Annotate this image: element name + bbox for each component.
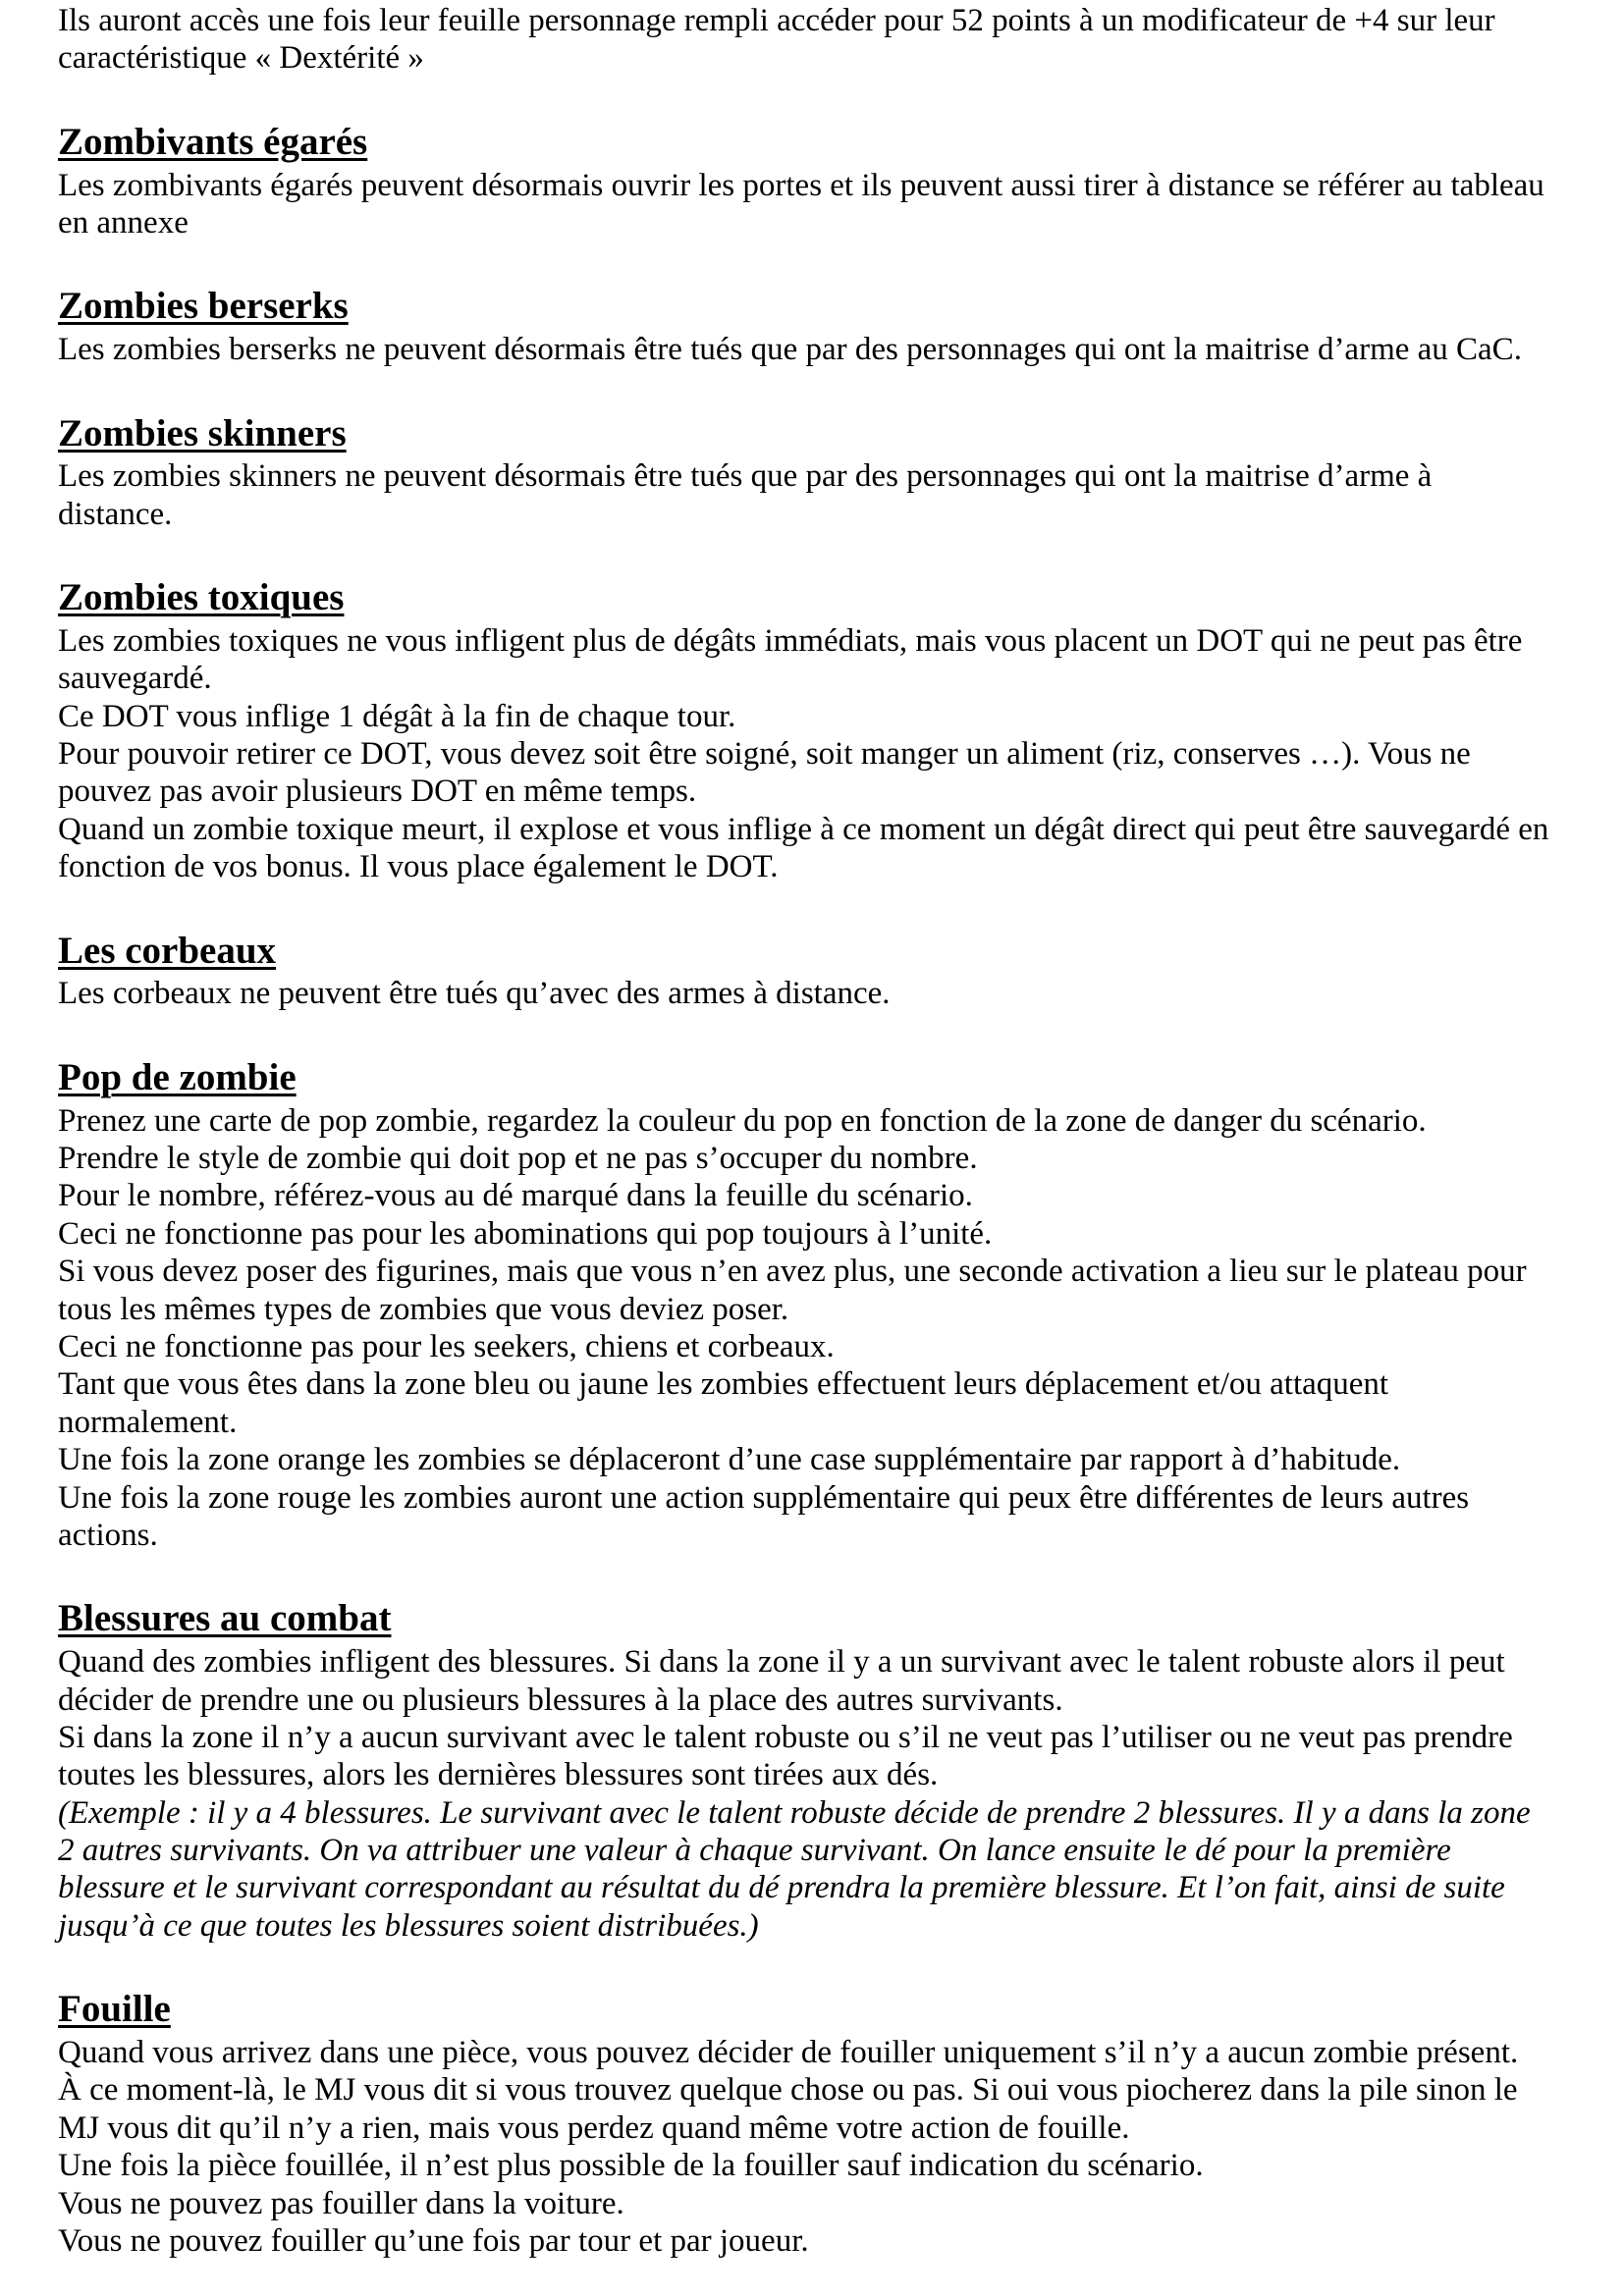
- body-line: Une fois la zone orange les zombies se déplaceront d’une case supplémentaire par rapport à d’habitude.: [58, 1442, 1401, 1478]
- body-line: Une fois la pièce fouillée, il n’est plus possible de la fouiller sauf indication du scénario.: [58, 2148, 1204, 2184]
- section: [58, 283, 1609, 368]
- section-heading-text: Zombivants égarés: [58, 120, 368, 163]
- body-line: décider de prendre une ou plusieurs blessures à la place des autres survivants.: [58, 1682, 1063, 1718]
- body-line: Ceci ne fonctionne pas pour les abominations qui pop toujours à l’unité.: [58, 1215, 993, 1252]
- body-line: sauvegardé.: [58, 661, 212, 697]
- section-heading: [58, 1595, 1609, 1643]
- body-line: Prendre le style de zombie qui doit pop et ne pas s’occuper du nombre.: [58, 1141, 978, 1177]
- body-line: Pour le nombre, référez-vous au dé marqué dans la feuille du scénario.: [58, 1178, 973, 1214]
- section-heading: [58, 119, 1609, 167]
- section: [58, 1595, 1609, 1945]
- body-line: distance.: [58, 496, 173, 532]
- body-line: Tant que vous êtes dans la zone bleu ou jaune les zombies effectuent leurs déplacement et/ou attaquent: [58, 1366, 1389, 1403]
- body-line: Les zombies toxiques ne vous infligent plus de dégâts immédiats, mais vous placent un DOT qui ne peut pas être: [58, 622, 1523, 659]
- section-heading: [58, 928, 1609, 976]
- example-line: jusqu’à ce que toutes les blessures soient distribuées.): [58, 1907, 759, 1944]
- body-line: Les zombivants égarés peuvent désormais ouvrir les portes et ils peuvent aussi tirer à distance se référer au tableau: [58, 167, 1544, 203]
- body-line: Pour pouvoir retirer ce DOT, vous devez soit être soigné, soit manger un aliment (riz, conserves …). Vous ne: [58, 736, 1471, 773]
- section-heading: [58, 410, 1609, 458]
- body-line: Si dans la zone il n’y a aucun survivant avec le talent robuste ou s’il ne veut pas l’utiliser ou ne veut pas prendre: [58, 1719, 1513, 1755]
- section-heading: [58, 283, 1609, 331]
- section-heading-text: Zombies skinners: [58, 411, 347, 454]
- section: [58, 1054, 1609, 1554]
- body-line: Ceci ne fonctionne pas pour les seekers, chiens et corbeaux.: [58, 1328, 835, 1364]
- body-line: Les corbeaux ne peuvent être tués qu’avec des armes à distance.: [58, 976, 891, 1012]
- section: [58, 574, 1609, 886]
- body-line: À ce moment-là, le MJ vous dit si vous trouvez quelque chose ou pas. Si oui vous piocherez dans la pile sinon le: [58, 2072, 1518, 2109]
- body-line: Vous ne pouvez fouiller qu’une fois par tour et par joueur.: [58, 2223, 809, 2259]
- section-heading-text: Zombies toxiques: [58, 576, 345, 619]
- intro-paragraph: [58, 2, 1609, 78]
- intro-line: Ils auront accès une fois leur feuille personnage rempli accéder pour 52 points à un modificateur de +4 sur leur: [58, 3, 1495, 38]
- body-line: fonction de vos bonus. Il vous place également le DOT.: [58, 849, 779, 885]
- section-heading: [58, 1986, 1609, 2034]
- section-heading-text: Fouille: [58, 1988, 171, 2031]
- section-heading-text: Zombies berserks: [58, 285, 349, 328]
- body-line: Une fois la zone rouge les zombies auront une action supplémentaire qui peux être différentes de leurs autres: [58, 1479, 1470, 1516]
- body-line: Quand des zombies infligent des blessures. Si dans la zone il y a un survivant avec le talent robuste alors il peut: [58, 1644, 1505, 1681]
- body-line: MJ vous dit qu’il n’y a rien, mais vous perdez quand même votre action de fouille.: [58, 2109, 1130, 2146]
- body-line: actions.: [58, 1517, 158, 1553]
- example-line: blessure et le survivant correspondant au résultat du dé prendra la première blessure. Et l’on fait, ainsi de suite: [58, 1870, 1505, 1906]
- body-line: Ce DOT vous inflige 1 dégât à la fin de chaque tour.: [58, 698, 736, 734]
- example-line: 2 autres survivants. On va attribuer une valeur à chaque survivant. On lance ensuite le dé pour la première: [58, 1833, 1451, 1869]
- body-line: tous les mêmes types de zombies que vous deviez poser.: [58, 1291, 789, 1327]
- document-page: [58, 2, 1609, 2260]
- body-line: Quand vous arrivez dans une pièce, vous pouvez décider de fouiller uniquement s’il n’y a aucun zombie présent.: [58, 2035, 1519, 2071]
- body-line: en annexe: [58, 204, 189, 240]
- body-line: Prenez une carte de pop zombie, regardez la couleur du pop en fonction de la zone de danger du scénario.: [58, 1102, 1427, 1139]
- section-heading-text: Blessures au combat: [58, 1597, 392, 1640]
- body-line: Les zombies skinners ne peuvent désormais être tués que par des personnages qui ont la maitrise d’arme à: [58, 458, 1433, 495]
- body-line: pouvez pas avoir plusieurs DOT en même temps.: [58, 774, 697, 810]
- section-heading-text: Pop de zombie: [58, 1055, 297, 1098]
- section-heading: [58, 1054, 1609, 1102]
- body-line: toutes les blessures, alors les dernières blessures sont tirées aux dés.: [58, 1757, 939, 1793]
- section: [58, 119, 1609, 242]
- body-line: Si vous devez poser des figurines, mais que vous n’en avez plus, une seconde activation a lieu sur le plateau pour: [58, 1254, 1527, 1290]
- sections-container: [58, 119, 1609, 2261]
- section: [58, 410, 1609, 534]
- body-line: Les zombies berserks ne peuvent désormais être tués que par des personnages qui ont la maitrise d’arme au CaC.: [58, 332, 1522, 368]
- intro-line: caractéristique « Dextérité »: [58, 40, 424, 77]
- section: [58, 1986, 1609, 2260]
- body-line: normalement.: [58, 1404, 238, 1440]
- section: [58, 928, 1609, 1013]
- body-line: Quand un zombie toxique meurt, il explose et vous inflige à ce moment un dégât direct qui peut être sauvegardé en: [58, 811, 1549, 847]
- body-line: Vous ne pouvez pas fouiller dans la voiture.: [58, 2185, 624, 2221]
- section-heading-text: Les corbeaux: [58, 929, 277, 972]
- section-heading: [58, 574, 1609, 622]
- example-line: (Exemple : il y a 4 blessures. Le survivant avec le talent robuste décide de prendre 2 blessures. Il y a dans la zone: [58, 1794, 1531, 1831]
